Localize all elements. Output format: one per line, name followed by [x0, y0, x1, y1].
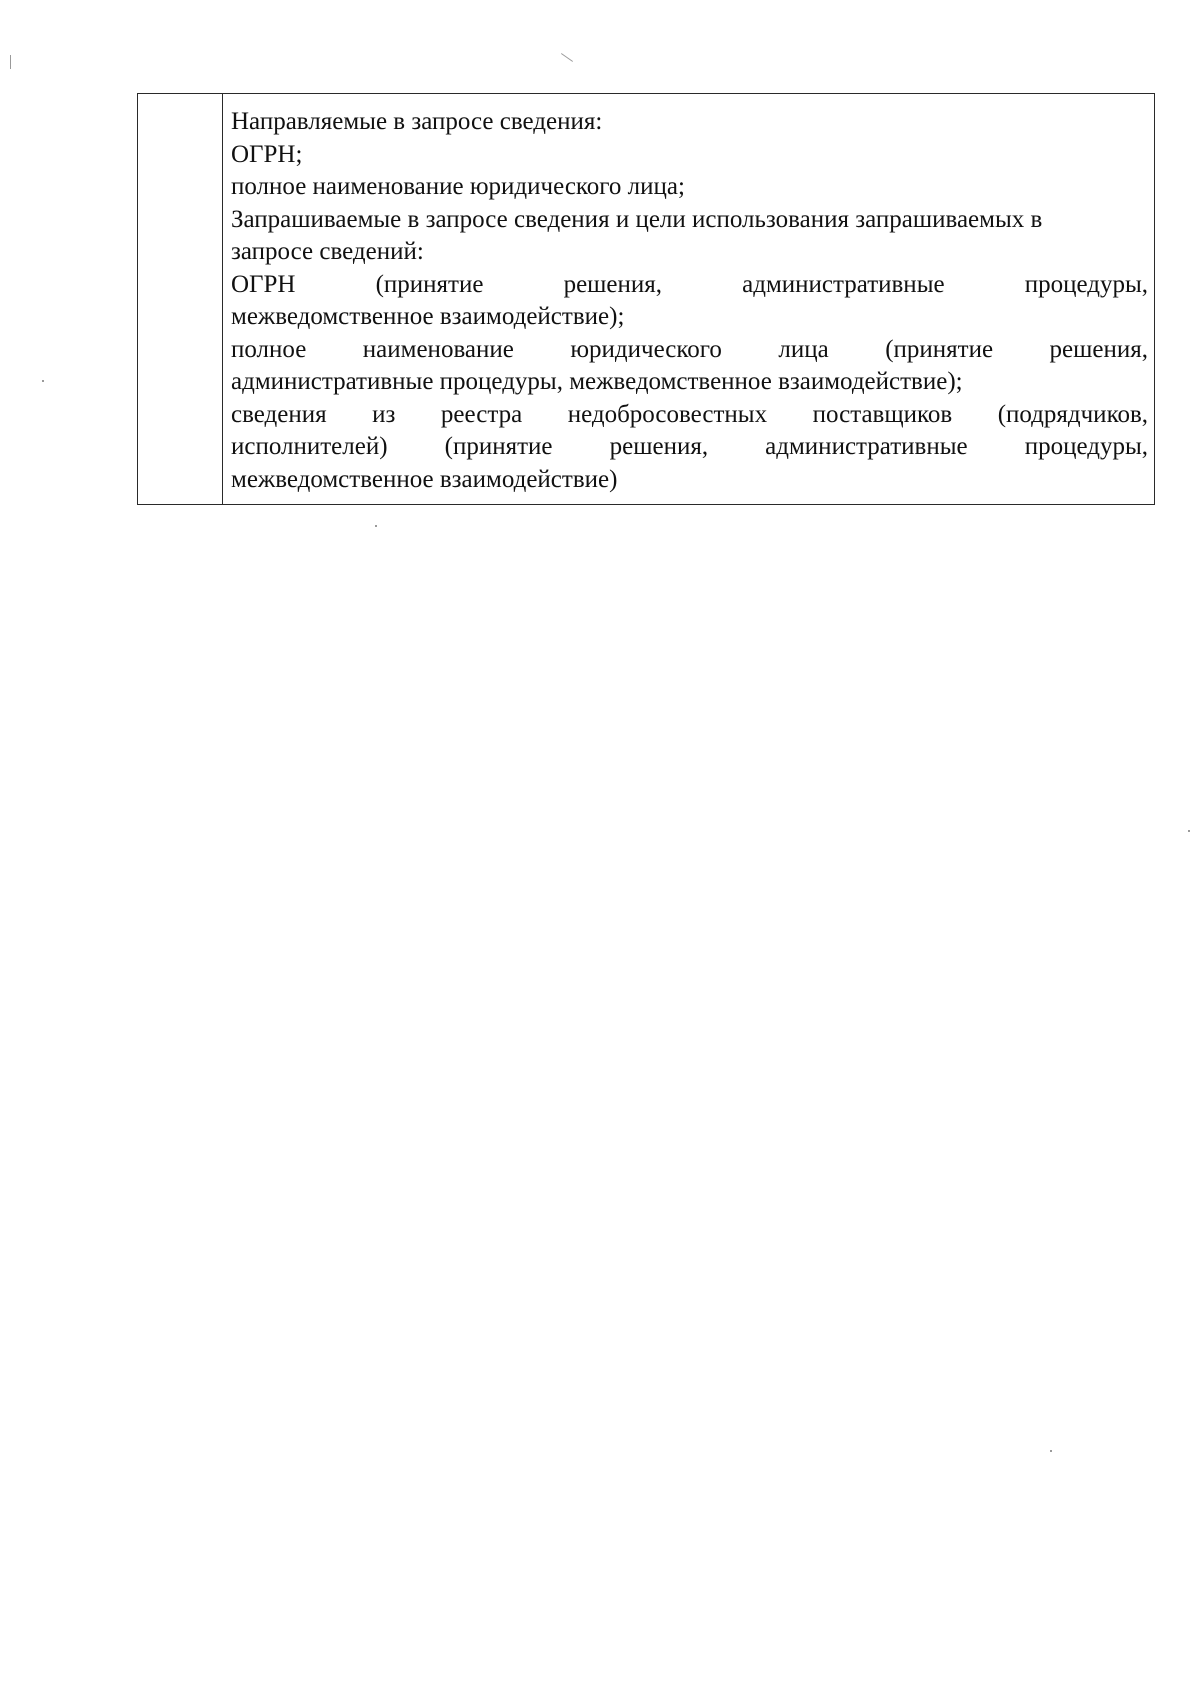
scan-artifact: [1188, 830, 1190, 832]
text-line: исполнителей) (принятие решения, административные процедуры,: [231, 433, 1148, 460]
text-line: Направляемые в запросе сведения:: [231, 108, 603, 135]
text-line: полное наименование юридического лица;: [231, 173, 685, 200]
scan-artifact: [42, 380, 44, 382]
text-line: полное наименование юридического лица (принятие решения,: [231, 335, 1148, 363]
text-line: ОГРН;: [231, 140, 303, 168]
scan-artifact: [375, 525, 377, 527]
requests-table: [137, 93, 1155, 505]
text-line: запросе сведений:: [231, 238, 424, 265]
table-row: [138, 94, 1155, 505]
text-line: межведомственное взаимодействие): [231, 465, 618, 493]
row-content-cell: [223, 94, 1155, 505]
text-line: межведомственное взаимодействие);: [231, 303, 625, 330]
row-number-cell: [138, 94, 223, 505]
scan-artifact: [1050, 1450, 1052, 1452]
scan-artifact: [561, 53, 573, 62]
text-line: Запрашиваемые в запросе сведения и цели использования запрашиваемых в: [231, 205, 1043, 233]
scan-artifact: [10, 55, 11, 69]
text-line: ОГРН (принятие решения, административные процедуры,: [231, 270, 1148, 298]
text-line: административные процедуры, межведомственное взаимодействие);: [231, 368, 963, 395]
text-line: сведения из реестра недобросовестных поставщиков (подрядчиков,: [231, 400, 1148, 428]
